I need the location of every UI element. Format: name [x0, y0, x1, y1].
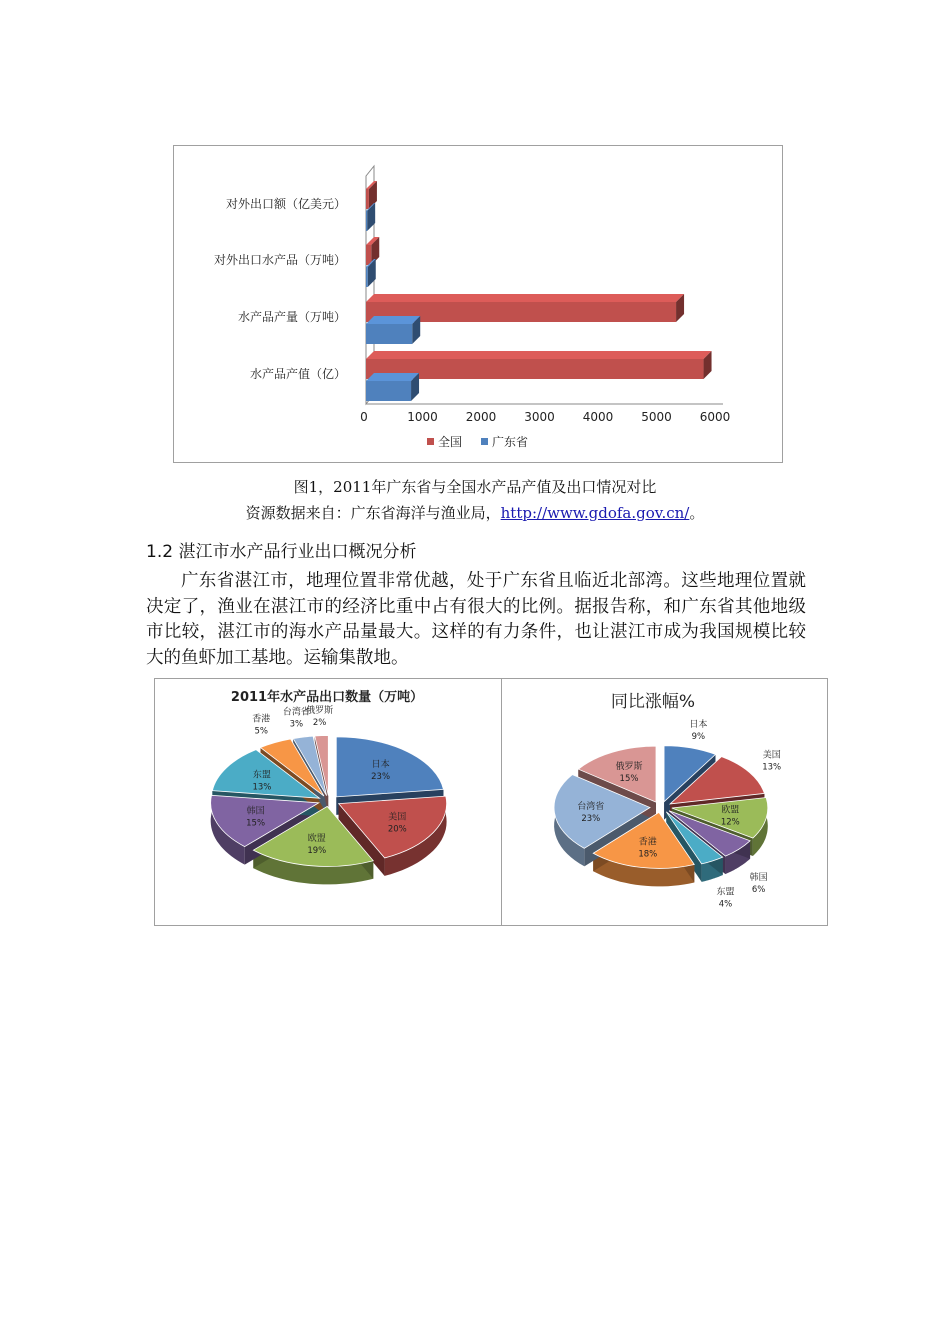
x-tick-label: 5000 [641, 410, 672, 424]
bar-front-face [366, 211, 367, 231]
slice-pct: 2% [312, 717, 327, 728]
slice-label: 香港 [638, 837, 657, 848]
bar-front-face [366, 324, 412, 344]
slice-pct: 19% [307, 846, 327, 857]
pie-title: 2011年水产品出口数量（万吨） [230, 690, 424, 705]
slice-pct: 5% [254, 726, 268, 737]
pie-slice [336, 737, 443, 797]
pie-charts-svg [155, 679, 827, 925]
slice-pct: 23% [371, 772, 391, 782]
figure-source [0, 502, 950, 523]
slice-label: 台湾省 [282, 707, 310, 718]
bar-top-face [366, 316, 420, 324]
slice-label: 香港 [252, 714, 271, 725]
legend [427, 434, 528, 449]
slice-pct: 3% [289, 719, 304, 730]
slice-pct: 12% [720, 817, 740, 828]
slice-pct: 23% [581, 813, 601, 824]
slice-pct: 20% [387, 824, 407, 835]
source-prefix: 资源数据来自：广东省海洋与渔业局， [245, 504, 501, 522]
slice-label: 韩国 [749, 872, 768, 883]
x-tick-label: 1000 [407, 410, 438, 424]
y-tick-label: 水产品产量（万吨） [237, 310, 346, 324]
legend-swatch [481, 438, 488, 445]
x-tick-label: 2000 [465, 410, 497, 424]
slice-label: 俄罗斯 [615, 762, 643, 773]
slice-pct: 15% [619, 774, 639, 785]
slice-label: 日本 [371, 760, 390, 770]
slice-pct: 18% [638, 849, 658, 860]
x-tick-label: 3000 [524, 410, 555, 424]
y-tick-label: 水产品产值（亿） [249, 367, 346, 381]
slice-label: 东盟 [716, 887, 735, 898]
body-paragraph: 广东省湛江市，地理位置非常优越，处于广东省且临近北部湾。这些地理位置就决定了，渔业在湛江市的经济比重中占有很大的比例。据报告称，和广东省其他地级市比较，湛江市的海水产品量最大。这样的有力条件，也让湛江市成为我国规模比较大的鱼虾加工基地。运输集散地。 [146, 571, 806, 668]
pie-chart-2 [554, 692, 781, 910]
bar-top-face [366, 351, 712, 359]
bar-guangdong [366, 316, 420, 344]
slice-pct: 13% [762, 762, 782, 773]
legend-label: 全国 [438, 435, 463, 449]
slice-label: 俄罗斯 [306, 705, 334, 716]
x-tick-label: 0 [360, 410, 368, 424]
figure-caption: 图1，2011年广东省与全国水产品产值及出口情况对比 [293, 478, 657, 496]
x-tick-label: 6000 [699, 410, 731, 424]
source-suffix: 。 [689, 504, 705, 522]
bar-top-face [366, 373, 419, 381]
bar-front-face [366, 381, 411, 401]
bar-top-face [366, 294, 684, 302]
slice-pct: 9% [691, 731, 706, 742]
bar-front-face [366, 245, 371, 265]
y-tick-label: 对外出口水产品（万吨） [213, 253, 346, 267]
slice-pct: 6% [751, 884, 766, 895]
legend-swatch [427, 438, 434, 445]
y-tick-label: 对外出口额（亿美元） [225, 197, 346, 211]
source-link[interactable]: http://www.gdofa.gov.cn/ [500, 504, 690, 522]
bar-chart-svg [174, 146, 782, 462]
bar-front-face [366, 267, 368, 287]
pie-chart-1 [211, 689, 447, 884]
slice-label: 美国 [388, 812, 407, 823]
x-tick-label: 4000 [582, 410, 614, 424]
pie-charts-panel [154, 678, 828, 926]
slice-pct: 15% [246, 818, 266, 829]
slice-label: 东盟 [252, 770, 271, 781]
legend-label: 广东省 [492, 435, 529, 449]
bar-front-face [366, 189, 369, 209]
section-heading: 1.2 湛江市水产品行业出口概况分析 [146, 542, 417, 562]
slice-pct: 4% [718, 899, 733, 910]
slice-label: 美国 [762, 750, 781, 761]
slice-label: 台湾省 [577, 801, 605, 812]
slice-label: 韩国 [246, 806, 265, 817]
pie-title: 同比涨幅% [610, 692, 696, 712]
slice-pct: 13% [252, 782, 272, 793]
slice-label: 欧盟 [307, 834, 326, 845]
slice-label: 欧盟 [721, 805, 740, 816]
bar-chart-comparison [173, 145, 783, 463]
slice-label: 日本 [689, 719, 708, 730]
bar-guangdong [366, 373, 419, 401]
